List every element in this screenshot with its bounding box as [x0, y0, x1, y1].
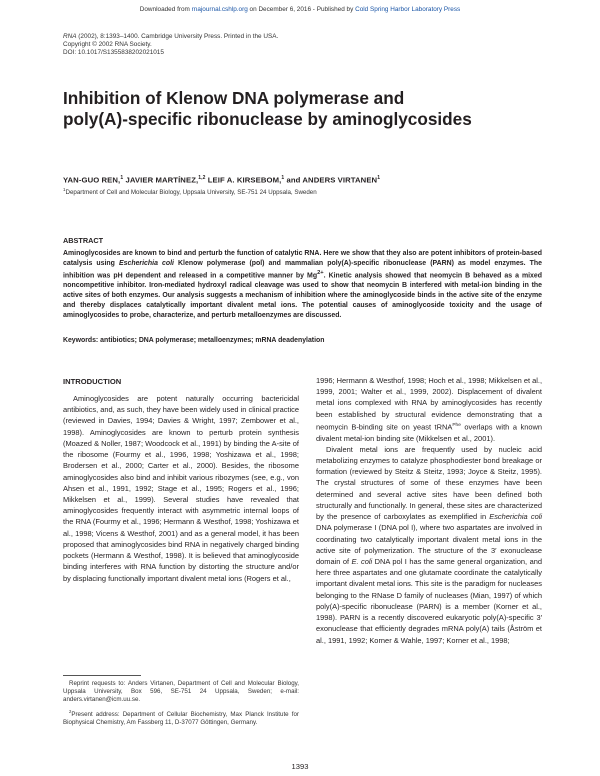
affiliation [63, 187, 317, 196]
keywords [63, 337, 324, 344]
author-3: LEIF A. KIRSEBOM, [205, 175, 282, 185]
article-title [63, 88, 543, 130]
affiliation-mark: 1 [63, 187, 66, 192]
title-line-2: poly(A)-specific ribonuclease by aminoglycosides [63, 109, 472, 129]
author-3-affil: 1 [281, 175, 285, 181]
keywords-text: antibiotics; DNA polymerase; metalloenzymes; mRNA deadenylation [98, 337, 325, 344]
author-2: JAVIER MARTÍNEZ, [123, 175, 199, 185]
intro-p2-b: DNA polymerase I (DNA pol I), where two aspartates are involved in coordinating two catalytically important divalent metal ions in the active site of polymerization. The structure of the 3′ exonuclease domain of [316, 523, 542, 566]
right-column [316, 375, 542, 646]
copyright-line: Copyright © 2002 RNA Society. [63, 41, 152, 49]
intro-p2-a: Divalent metal ions are frequently used by nucleic acid metabolizing enzymes to catalyze phosphodiester bond breakage or formation (reviewed by Steitz & Steitz, 1993; Joyce & Steitz, 1995). The crystal structures of some of these enzymes have been determined and several active sites have been defined both structurally and functionally. In general, these sites are characterized by the presence of carboxylates as exemplified in [316, 444, 542, 522]
affiliation-text: Department of Cell and Molecular Biology, Uppsala University, SE-751 24 Uppsala, Sweden [65, 189, 317, 197]
reprint-footnote: Reprint requests to: Anders Virtanen, Department of Cell and Molecular Biology, Uppsala University, Box 596, SE-751 24 Uppsala, Sweden; e-mail: anders.virtanen@icm.uu.se. [63, 680, 299, 704]
abstract-part-2: Klenow polymerase (pol) and mammalian poly(A)-specific ribonuclease (PARN) as model enzymes. The inhibition was pH dependent and released in a competitive manner by Mg [63, 259, 543, 280]
doi-line: DOI: 10.1017/S1355838202021015 [63, 49, 164, 57]
author-1-affil: 1 [120, 175, 124, 181]
present-address-text: Present address: Department of Cellular Biochemistry, Max Planck Institute for Biophysical Chemistry, Am Fassberg 11, D-37077 Göttingen, Germany. [63, 710, 299, 726]
left-column [63, 393, 299, 584]
publisher-link[interactable]: Cold Spring Harbor Laboratory Press [355, 6, 461, 13]
present-address-footnote [63, 708, 299, 727]
footnote-rule [63, 675, 141, 676]
intro-p2-species-1: Escherichia coli [489, 512, 543, 522]
intro-p2-c: DNA pol I has the same general organization, and here three aspartates and one glutamate coordinate the catalytically important divalent metal ions. This site is the paradigm for nucleases belonging to the RNase D family of nucleases (Mian, 1997) of which poly(A)-specific ribonuclease (PARN) is a member (Korner et al., 1998). PARN is a recently discovered eukaryotic poly(A)-specific 3′ exonuclease that efficiently degrades mRNA poly(A) tails (Åström et al., 1991, 1992; Korner & Wahle, 1997; Korner et al., 1998; [316, 556, 542, 645]
abstract-part-1: Aminoglycosides are known to bind and perturb the function of catalytic RNA. Here we show that they also are potent inhibitors of protein-based catalysis using [63, 250, 542, 267]
trna-superscript: Phe [452, 422, 461, 428]
banner-prefix: Downloaded from [139, 6, 192, 13]
site-link[interactable]: rnajournal.cshlp.org [191, 6, 248, 13]
banner-middle: on December 6, 2016 - Published by [247, 6, 356, 13]
journal-meta [63, 33, 278, 58]
abstract-heading: ABSTRACT [63, 236, 104, 245]
download-banner [0, 6, 600, 13]
author-list [63, 175, 380, 185]
abstract-charge: 2+ [317, 269, 324, 276]
journal-name: RNA [63, 33, 77, 40]
intro-p1-cont-a: 1996; Hermann & Westhof, 1998; Hoch et al., 1998; Mikkelsen et al., 1999, 2001; Walter et al., 1999, 2002). Displacement of divalent metal ions complexed with RNA by aminoglycosides has recently been established by structural evidence demonstrating that a neomycin B-binding site on yeast tRNA [316, 376, 543, 432]
abstract-species: Escherichia coli [118, 259, 174, 267]
citation-text: (2002), 8:1393–1400. Cambridge University Press. Printed in the USA. [76, 33, 279, 40]
footnotes [63, 680, 299, 730]
title-line-1: Inhibition of Klenow DNA polymerase and [63, 88, 405, 108]
author-1: YAN-GUO REN, [63, 175, 121, 185]
abstract-body [63, 249, 542, 321]
page-number: 1393 [291, 762, 309, 771]
present-address-mark: 2 [69, 708, 72, 714]
intro-p2-species-2: E. coli [351, 556, 373, 566]
intro-paragraph-1-cont [316, 375, 542, 444]
author-4: and ANDERS VIRTANEN [284, 175, 378, 185]
keywords-label: Keywords: [63, 337, 99, 344]
author-4-affil: 1 [377, 175, 381, 181]
author-2-affil: 1,2 [198, 175, 206, 181]
introduction-heading: INTRODUCTION [63, 377, 122, 386]
abstract-part-3: . Kinetic analysis showed that neomycin B behaved as a mixed noncompetitive inhibitor. Iron-mediated hydroxyl radical cleavage was used to show that neomycin B interfered with metal-ion binding in the active sites of both enzymes. Our analysis suggests a mechanism of inhibition where the aminoglycoside binds in the active site of the enzyme and thereby displaces catalytically important divalent metal ions. The potential causes of aminoglycoside toxicity and the usage of aminoglycosides to probe, characterize, and perturb metalloenzymes are discussed. [63, 272, 542, 319]
intro-paragraph-2 [316, 444, 542, 646]
citation-line [63, 33, 278, 41]
intro-paragraph-1: Aminoglycosides are potent naturally occurring bactericidal antibiotics, and, as such, they have been widely used in clinical practice (reviewed in Davies, 1994; Davies & Wright, 1997; Zembower et al., 1998). Aminoglycosides are known to perturb protein synthesis (Moazed & Noller, 1987; Woodcock et al., 1991) by binding the A-site of the ribosome (Fourmy et al., 1996, 1998; Yoshizawa et al., 1998; Brodersen et al., 2000; Carter et al., 2000). Besides, the ribosome aminoglycosides also bind and inhibit various ribozymes (see, e.g., von Ahsen et al., 1991, 1992; Stage et al., 1995; Rogers et al., 1996; Mikkelsen et al., 1999). Several studies have revealed that aminoglycosides frequently interact with asymmetric internal loops of the RNA (Fourmy et al., 1996; Hermann & Westhof, 1998; Yoshizawa et al., 1998; Vicens & Westhof, 2001) and as a general model, it has been proposed that aminoglycosides bind RNA in negatively charged binding pockets (Hermann & Westhof, 1998). It is believed that aminoglycoside binding interferes with RNA function by distorting the structure and/or by displacing functionally important divalent metal ions (Rogers et al., [63, 394, 299, 583]
intro-p1-cont-b: overlaps with a known divalent metal-ion binding site (Mikkelsen et al., 2001). [316, 422, 542, 443]
